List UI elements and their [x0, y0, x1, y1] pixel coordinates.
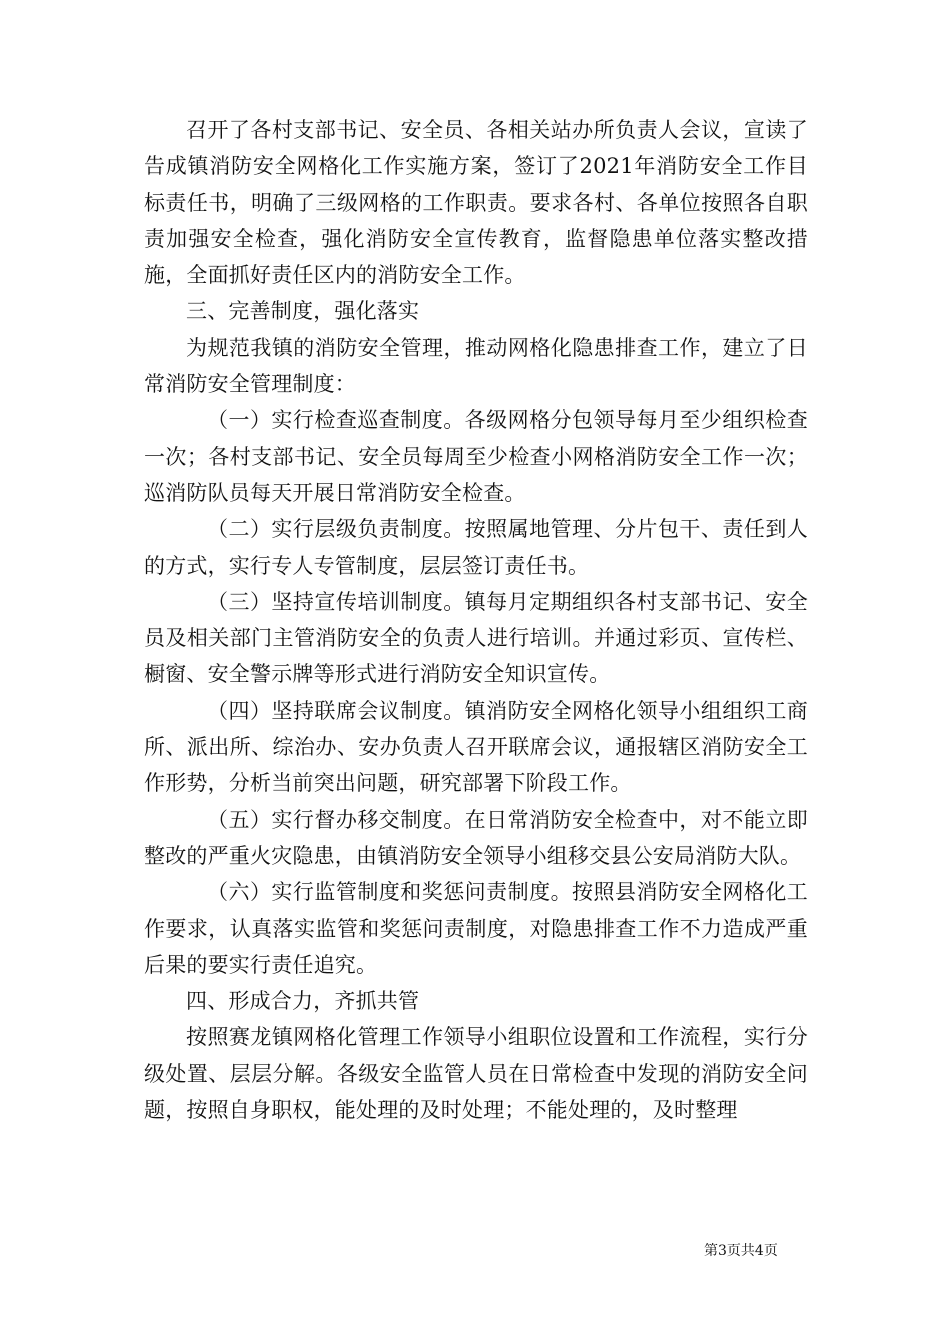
paragraph-item-4: （四）坚持联席会议制度。镇消防安全网格化领导小组组织工商所、派出所、综治办、安办负责人召开联席会议，通报辖区消防安全工作形势，分析当前突出问题，研究部署下阶段工作。	[144, 698, 808, 796]
paragraph-item-1: （一）实行检查巡查制度。各级网格分包领导每月至少组织检查一次；各村支部书记、安全员每周至少检查小网格消防安全工作一次；巡消防队员每天开展日常消防安全检查。	[144, 408, 808, 505]
paragraph-item-6: （六）实行监管制度和奖惩问责制度。按照县消防安全网格化工作要求，认真落实监管和奖惩问责制度，对隐患排查工作不力造成严重后果的要实行责任追究。	[144, 880, 808, 977]
section-heading-4: 四、形成合力，齐抓共管	[186, 989, 420, 1014]
paragraph-system-intro: 为规范我镇的消防安全管理，推动网格化隐患排查工作，建立了日常消防安全管理制度：	[144, 335, 808, 397]
paragraph-item-3: （三）坚持宣传培训制度。镇每月定期组织各村支部书记、安全员及相关部门主管消防安全的负责人进行培训。并通过彩页、宣传栏、橱窗、安全警示牌等形式进行消防安全知识宣传。	[144, 589, 808, 687]
document-body	[144, 112, 808, 1128]
paragraph-item-5: （五）实行督办移交制度。在日常消防安全检查中，对不能立即整改的严重火灾隐患，由镇消防安全领导小组移交县公安局消防大队。	[144, 807, 808, 868]
section-heading-3: 三、完善制度，强化落实	[186, 299, 420, 324]
page-number: 第3页共4页	[704, 1243, 778, 1259]
paragraph-item-2: （二）实行层级负责制度。按照属地管理、分片包干、责任到人的方式，实行专人专管制度，层层签订责任书。	[144, 517, 808, 578]
paragraph-meeting: 召开了各村支部书记、安全员、各相关站办所负责人会议，宣读了告成镇消防安全网格化工作实施方案，签订了2021年消防安全工作目标责任书，明确了三级网格的工作职责。要求各村、各单位按照各自职责加强安全检查，强化消防安全宣传教育，监督隐患单位落实整改措施，全面抓好责任区内的消防安全工作。	[144, 118, 808, 288]
paragraph-joint-management: 按照赛龙镇网格化管理工作领导小组职位设置和工作流程，实行分级处置、层层分解。各级安全监管人员在日常检查中发现的消防安全问题，按照自身职权，能处理的及时处理；不能处理的，及时整理	[144, 1025, 808, 1123]
